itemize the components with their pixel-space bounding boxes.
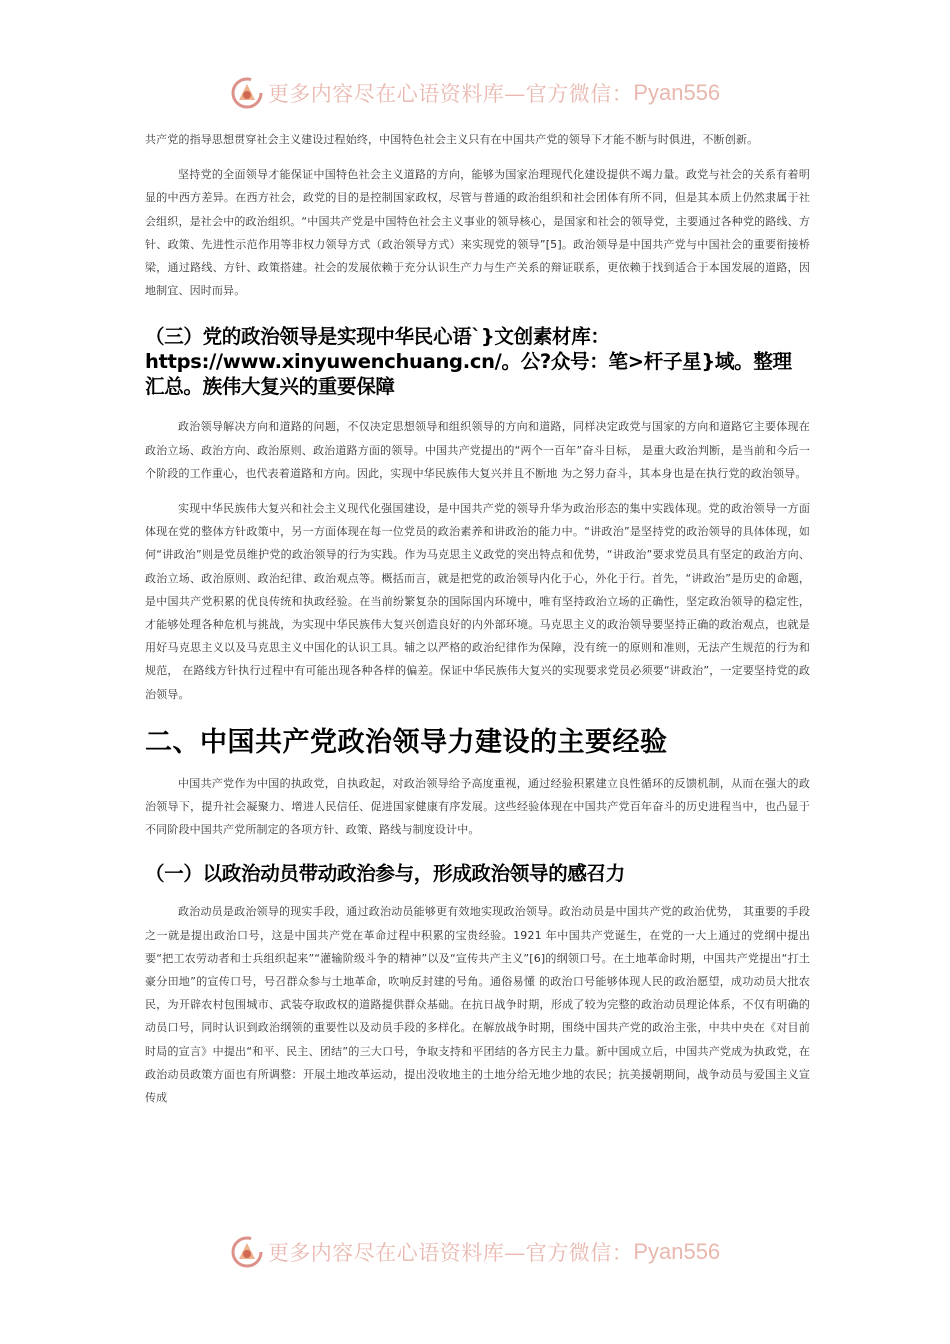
paragraph-6: 政治动员是政治领导的现实手段，通过政治动员能够更有效地实现政治领导。政治动员是中国共产党的政治优势， 其重要的手段之一就是提出政治口号，这是中国共产党在革命过程中积累的宝贵经验。1921 年中国共产党诞生，在党的一大上通过的党纲中提出要“把工农劳动者和士兵组织起来”“灌输阶级斗争的精神”以及“宣传共产主义”[6]的纲领口号。在土地革命时期，中国共产党提出“打土豪分田地”的宣传口号，号召群众参与土地革命，吹响反封建的号角。通俗易懂 的政治口号能够体现人民的政治愿望，成功动员大批农民，为开辟农村包围城市、武装夺取政权的道路提供群众基础。在抗日战争时期，形成了较为完整的政治动员理论体系，不仅有明确的动员口号，同时认识到政治纲领的重要性以及动员手段的多样化。在解放战争时期，围绕中国共产党的政治主张，中共中央在《对目前时局的宣言》中提出“和平、民主、团结”的三大口号，争取支持和平团结的各方民主力量。新中国成立后，中国共产党成为执政党，在政治动员政策方面也有所调整：开展土地改革运动，提出没收地主的土地分给无地少地的农民；抗美援朝期间，战争动员与爱国主义宣传成	[145, 905, 810, 1105]
banner-wechat-id: Pyan556	[633, 80, 721, 105]
watermark-banner-top	[0, 73, 950, 113]
subheading-1: （一）以政治动员带动政治参与，形成政治领导的感召力	[145, 862, 626, 886]
paragraph-3: 政治领导解决方向和道路的问题，不仅决定思想领导和组织领导的方向和道路，同样决定政党与国家的方向和道路它主要体现在政治立场、政治方向、政治原则、政治道路方面的领导。中国共产党提出的“两个一百年”奋斗目标， 是重大政治判断，是当前和今后一个阶段的工作重心，也代表着道路和方向。因此，实现中华民族伟大复兴并且不断地 为之努力奋斗，其本身也是在执行党的政治领导。	[145, 420, 810, 480]
paragraph-1: 共产党的指导思想贯穿社会主义建设过程始终，中国特色社会主义只有在中国共产党的领导下才能不断与时俱进，不断创新。	[145, 133, 759, 146]
banner-wechat-id: Pyan556	[633, 1239, 721, 1264]
subheading-3: （三）党的政治领导是实现中华民心语`}文创素材库：https://www.xinyuwenchuang.cn/。公?众号：笔>杆子星}域。整理汇总。族伟大复兴的重要保障	[145, 325, 792, 399]
document-body	[145, 128, 810, 1109]
banner-text: 更多内容尽在心语资料库—官方微信：	[267, 1241, 634, 1265]
logo-icon	[230, 1235, 264, 1269]
paragraph-5: 中国共产党作为中国的执政党，自执政起，对政治领导给予高度重视，通过经验积累建立良性循环的反馈机制，从而在强大的政治领导下，提升社会凝聚力、增进人民信任、促进国家健康有序发展。这些经验体现在中国共产党百年奋斗的历史进程当中，也凸显于不同阶段中国共产党所制定的各项方针、政策、路线与制度设计中。	[145, 776, 810, 837]
section-heading-2: 二、中国共产党政治领导力建设的主要经验	[145, 726, 668, 758]
paragraph-2: 坚持党的全面领导才能保证中国特色社会主义道路的方向，能够为国家治理现代化建设提供不竭力量。政党与社会的关系有着明显的中西方差异。在西方社会，政党的目的是控制国家政权，尽管与普通的政治组织和社会团体有所不同，但是其本质上仍然隶属于社会组织，是社会中的政治组织。“中国共产党是中国特色社会主义事业的领导核心，是国家和社会的领导党，主要通过各种党的路线、方针、政策、先进性示范作用等非权力领导方式（政治领导方式）来实现党的领导”[5]。政治领导是中国共产党与中国社会的重要衔接桥梁，通过路线、方针、政策搭建。社会的发展依赖于充分认识生产力与生产关系的辩证联系，更依赖于找到适合于本国发展的道路，因地制宜、因时而异。	[145, 168, 810, 298]
banner-text: 更多内容尽在心语资料库—官方微信：	[267, 82, 634, 106]
paragraph-4: 实现中华民族伟大复兴和社会主义现代化强国建设，是中国共产党的领导升华为政治形态的集中实践体现。党的政治领导一方面体现在党的整体方针政策中，另一方面体现在每一位党员的政治素养和讲政治的能力中。“讲政治”是坚持党的政治领导的具体体现，如何“讲政治”则是党员维护党的政治领导的行为实践。作为马克思主义政党的突出特点和优势，“讲政治”要求党员具有坚定的政治方向、政治立场、政治原则、政治纪律、政治观点等。概括而言，就是把党的政治领导内化于心，外化于行。首先，“讲政治”是历史的命题，是中国共产党积累的优良传统和执政经验。在当前纷繁复杂的国际国内环境中，唯有坚持政治立场的正确性，坚定政治领导的稳定性，才能够处理各种危机与挑战，为实现中华民族伟大复兴创造良好的内外部环境。马克思主义的政治领导要坚持正确的政治观点，也就是用好马克思主义以及马克思主义中国化的认识工具。辅之以严格的政治纪律作为保障，没有统一的原则和准则，无法产生规范的行为和规范， 在路线方针执行过程中有可能出现各种各样的偏差。保证中华民族伟大复兴的实现要求党员必须要“讲政治”，一定要坚持党的政治领导。	[145, 502, 810, 701]
logo-icon	[230, 76, 264, 110]
watermark-banner-bottom	[0, 1232, 950, 1272]
